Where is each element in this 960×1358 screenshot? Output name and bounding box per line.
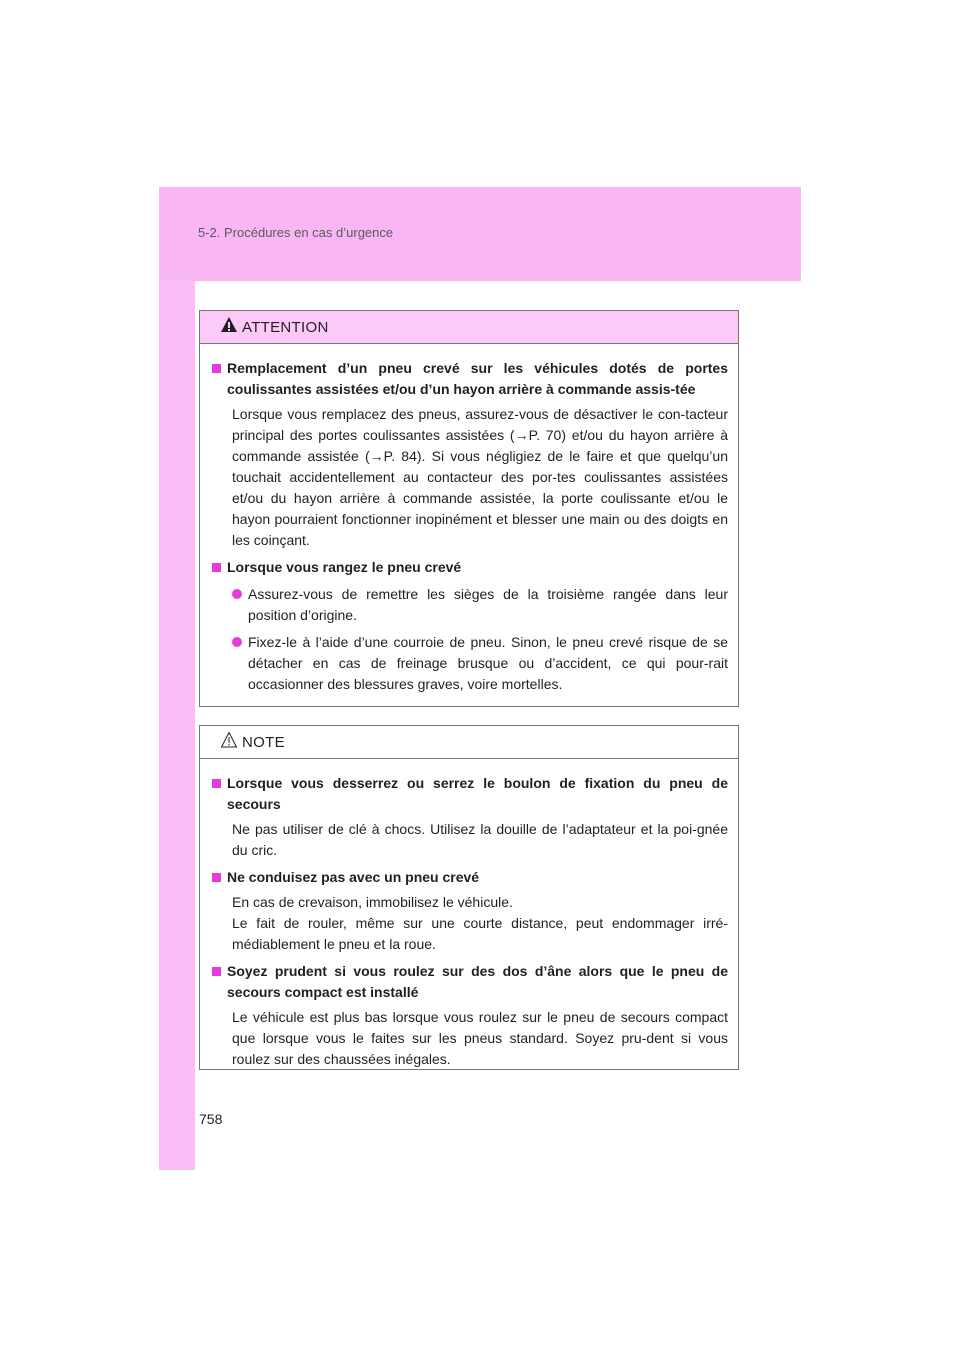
- note-item-text: [232, 892, 728, 955]
- note-box: [199, 725, 739, 1070]
- note-item: [212, 867, 728, 888]
- note-title: NOTE: [242, 734, 285, 751]
- note-text-line: Le fait de rouler, même sur une courte distance, peut endommager irré-médiablement le pneu et la roue.: [232, 915, 728, 952]
- attention-item-heading: Remplacement d’un pneu crevé sur les véhicules dotés de portes coulissantes assistées et/ou d’un hayon arrière à commande assis-tée: [227, 360, 728, 397]
- square-bullet-icon: [212, 563, 221, 572]
- caution-triangle-icon: [220, 731, 238, 749]
- attention-bullet-text: Fixez-le à l’aide d’une courroie de pneu. Sinon, le pneu crevé risque de se détacher en cas de freinage brusque ou d’accident, ce qui pour-rait occasionner des blessures graves, voire mortelles.: [248, 634, 728, 692]
- square-bullet-icon: [212, 364, 221, 373]
- side-margin-band: [159, 281, 195, 1170]
- attention-header: [200, 311, 738, 344]
- note-item-heading: Lorsque vous desserrez ou serrez le boulon de fixation du pneu de secours: [227, 775, 728, 812]
- attention-box: [199, 310, 739, 707]
- attention-item: [212, 557, 728, 578]
- attention-item-text: Lorsque vous remplacez des pneus, assurez-vous de désactiver le con-tacteur principal des portes coulissantes assistées (→P. 70) et/ou du hayon arrière à commande assistée (→P. 84). Si vous négligiez de le faire et que quelqu’un touchait accidentellement au contacteur des por-tes coulissantes assistées et/ou du hayon arrière à commande assistée, la porte coulissante et/ou le hayon pourraient fonctionner inopinément et blesser une main ou des doigts en les coinçant.: [232, 406, 728, 548]
- round-bullet-icon: [232, 589, 242, 599]
- attention-item-heading: Lorsque vous rangez le pneu crevé: [227, 559, 462, 575]
- round-bullet-icon: [232, 637, 242, 647]
- attention-bullet: [232, 584, 728, 626]
- attention-item: [212, 358, 728, 400]
- note-item: [212, 773, 728, 815]
- square-bullet-icon: [212, 967, 221, 976]
- note-text-line: En cas de crevaison, immobilisez le véhicule.: [232, 894, 513, 910]
- note-item: [212, 961, 728, 1003]
- page-number: 758: [199, 1111, 223, 1127]
- note-item-text: Le véhicule est plus bas lorsque vous roulez sur le pneu de secours compact que lorsque vous le faites sur les pneus standard. Soyez pru-dent si vous roulez sur des chaussées inégales.: [232, 1009, 728, 1067]
- warning-triangle-icon: [220, 316, 238, 334]
- note-item-heading: Ne conduisez pas avec un pneu crevé: [227, 869, 480, 885]
- square-bullet-icon: [212, 779, 221, 788]
- attention-title: ATTENTION: [242, 319, 329, 336]
- attention-bullet-text: Assurez-vous de remettre les sièges de la troisième rangée dans leur position d’origine.: [248, 586, 728, 623]
- section-title: 5-2. Procédures en cas d’urgence: [198, 225, 394, 240]
- square-bullet-icon: [212, 873, 221, 882]
- note-item-heading: Soyez prudent si vous roulez sur des dos d’âne alors que le pneu de secours compact est installé: [227, 963, 728, 1000]
- note-header: [200, 726, 738, 759]
- note-item-text: Ne pas utiliser de clé à chocs. Utilisez la douille de l’adaptateur et la poi-gnée du cric.: [232, 821, 728, 858]
- attention-bullet: [232, 632, 728, 695]
